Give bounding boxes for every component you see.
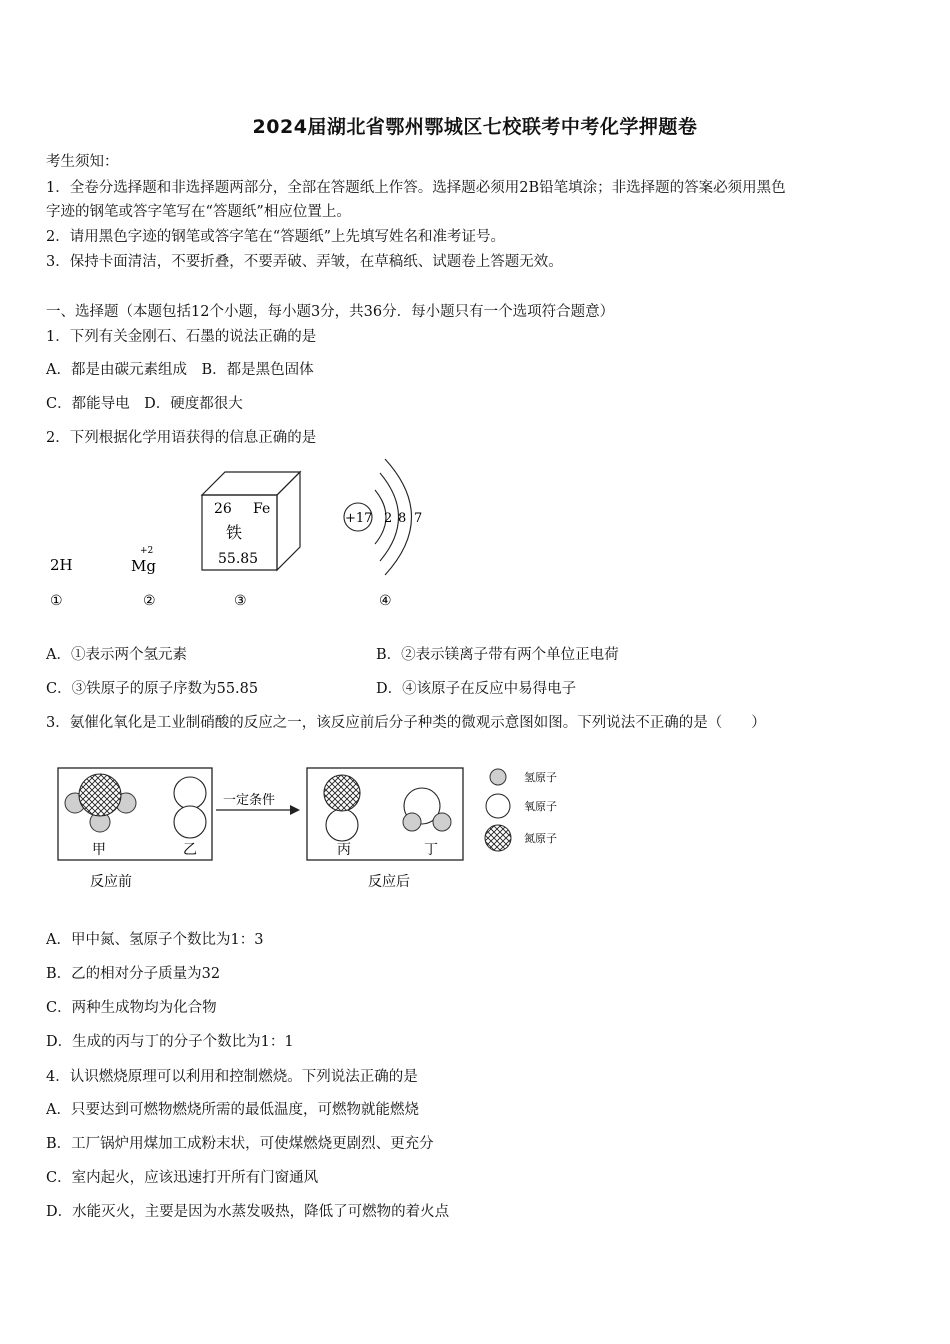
section-heading: 一、选择题（本题包括12个小题，每小题3分，共36分．每小题只有一个选项符合题意）: [46, 304, 615, 320]
shell-count-1: 2: [384, 511, 393, 526]
reaction-arrow: [290, 805, 300, 815]
page-title: 2024届湖北省鄂州鄂城区七校联考中考化学押题卷: [252, 116, 698, 138]
q3-figure: [50, 760, 580, 900]
shell-count-3: 7: [414, 511, 423, 526]
q2-option-a: A．①表示两个氢元素: [46, 647, 187, 663]
legend-oxygen-icon: [486, 794, 510, 818]
atom-nucleus-charge: +17: [345, 511, 373, 526]
element-mass: 55.85: [218, 551, 259, 567]
symbol-2h: 2H: [50, 556, 73, 574]
molecule-yi: [174, 777, 206, 838]
notice-item-1-cont: 字迹的钢笔或答字笔写在“答题纸”相应位置上。: [46, 204, 351, 220]
symbol-mg: Mg: [131, 557, 156, 575]
element-symbol: Fe: [253, 501, 271, 517]
label-jia: 甲: [92, 842, 106, 858]
symbol-mg-charge: +2: [140, 546, 154, 556]
legend-oxygen: 氧原子: [524, 800, 557, 813]
q4-option-d: D．水能灭火，主要是因为水蒸发吸热，降低了可燃物的着火点: [46, 1204, 450, 1220]
figure-label-2: ②: [143, 593, 156, 609]
figure-label-4: ④: [379, 593, 392, 609]
notice-item-1: 1．全卷分选择题和非选择题两部分，全部在答题纸上作答。选择题必须用2B铅笔填涂；非选择题的答案必须用黑色: [46, 180, 786, 196]
q2-option-d: D．④该原子在反应中易得电子: [376, 681, 577, 697]
q2-option-b: B．②表示镁离子带有两个单位正电荷: [376, 647, 619, 663]
label-ding: 丁: [424, 842, 438, 858]
figure-label-3: ③: [234, 593, 247, 609]
molecule-ding: [403, 788, 451, 831]
q2-figure: [40, 455, 460, 620]
arrow-condition: 一定条件: [223, 793, 276, 808]
legend-hydrogen: 氢原子: [524, 771, 557, 784]
q3-option-b: B．乙的相对分子质量为32: [46, 966, 221, 982]
q3-option-a: A．甲中氮、氢原子个数比为1：3: [46, 932, 264, 948]
q4-option-a: A．只要达到可燃物燃烧所需的最低温度，可燃物就能燃烧: [46, 1102, 419, 1118]
notice-heading: 考生须知：: [46, 154, 119, 170]
q1-stem: 1．下列有关金刚石、石墨的说法正确的是: [46, 329, 317, 345]
shell-count-2: 8: [398, 511, 407, 526]
notice-item-3: 3．保持卡面清洁，不要折叠，不要弄破、弄皱，在草稿纸、试题卷上答题无效。: [46, 254, 563, 270]
label-yi: 乙: [183, 842, 197, 858]
legend-nitrogen-icon: [485, 825, 511, 851]
q3-stem: 3．氨催化氧化是工业制硝酸的反应之一，该反应前后分子种类的微观示意图如图。下列说法不正确的是（ ）: [46, 715, 766, 731]
q4-option-b: B．工厂锅炉用煤加工成粉末状，可使煤燃烧更剧烈、更充分: [46, 1136, 434, 1152]
label-bing: 丙: [337, 842, 351, 858]
q2-option-c: C．③铁原子的原子序数为55.85: [46, 681, 259, 697]
q3-option-c: C．两种生成物均为化合物: [46, 1000, 217, 1016]
label-after: 反应后: [368, 874, 410, 890]
label-before: 反应前: [90, 874, 132, 890]
molecule-bing: [324, 775, 360, 841]
q4-option-c: C．室内起火，应该迅速打开所有门窗通风: [46, 1170, 319, 1186]
notice-item-2: 2．请用黑色字迹的钢笔或答字笔在“答题纸”上先填写姓名和准考证号。: [46, 229, 506, 245]
element-name: 铁: [226, 523, 243, 542]
figure-label-1: ①: [50, 593, 63, 609]
legend-nitrogen: 氮原子: [524, 832, 557, 845]
molecule-jia: [65, 774, 136, 832]
legend-hydrogen-icon: [490, 769, 506, 785]
q2-stem: 2．下列根据化学用语获得的信息正确的是: [46, 430, 317, 446]
q4-stem: 4．认识燃烧原理可以利用和控制燃烧。下列说法正确的是: [46, 1069, 418, 1085]
q1-options-ab: A．都是由碳元素组成 B．都是黑色固体: [46, 362, 314, 378]
q1-options-cd: C．都能导电 D．硬度都很大: [46, 396, 243, 412]
q3-option-d: D．生成的丙与丁的分子个数比为1：1: [46, 1034, 294, 1050]
element-number: 26: [214, 501, 232, 517]
